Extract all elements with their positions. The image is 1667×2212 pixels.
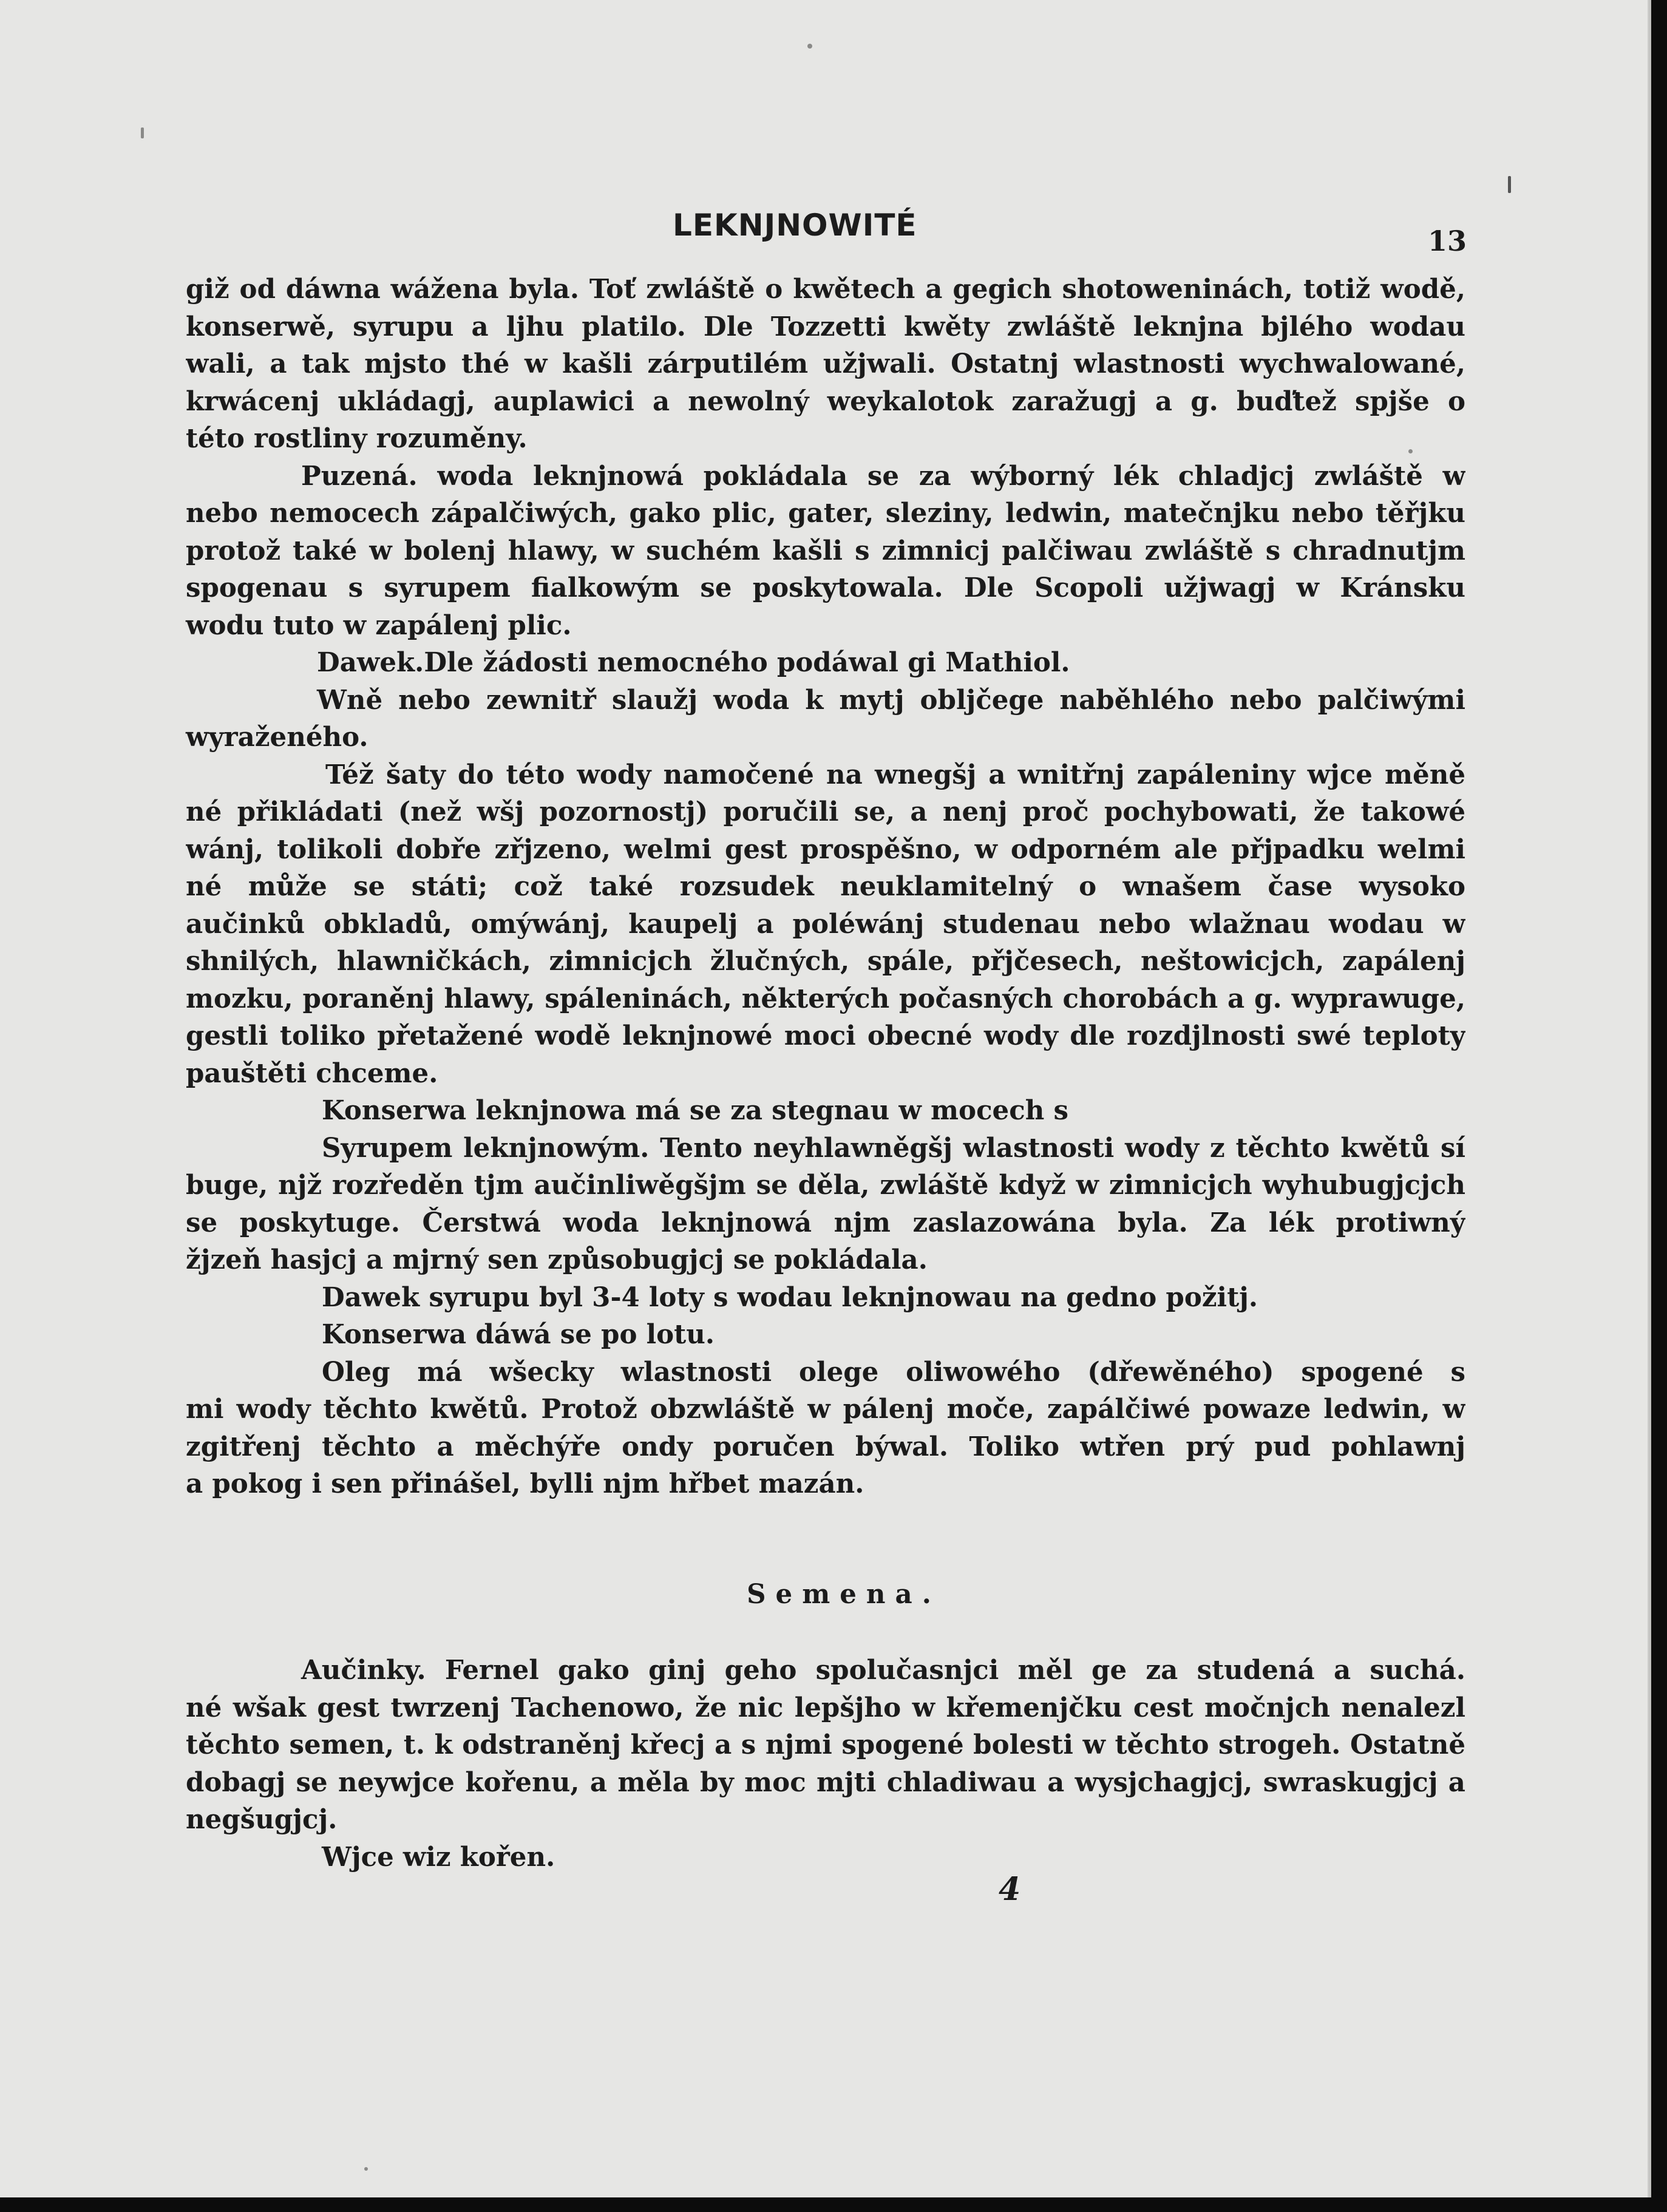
text-line: spogenau s syrupem fialkowým se poskytowala. Dle Scopoli užjwagj w Kránsku [186,572,1465,603]
paper-speck [1508,176,1511,193]
text-line: wali, a tak mjsto thé w kašli zárputilém užjwali. Ostatnj wlastnosti wychwalowané, [186,348,1465,379]
text-line: těchto semen, t. k odstraněnj křecj a s njmi spogené bolesti w těchto strogeh. Ostatně [186,1729,1465,1760]
text-line: Též šaty do této wody namočené na wnegšj a wnitřnj zapáleniny wjce měně [325,759,1465,790]
text-line: se poskytuge. Čerstwá woda leknjnowá njm zaslazowána byla. Za lék protiwný [186,1207,1465,1238]
text-line: této rostliny rozuměny. [186,423,528,454]
text-line: Konserwa leknjnowa má se za stegnau w mocech s [322,1095,1068,1126]
text-line: negšugjcj. [186,1804,338,1835]
text-line: žjzeň hasjcj a mjrný sen způsobugjcj se pokládala. [186,1244,928,1275]
text-line: né přikládati (než wšj pozornostj) poručili se, a nenj proč pochybowati, že takowé [186,796,1465,827]
text-line: Wně nebo zewnitř slaužj woda k mytj obljčege naběhlého nebo palčiwými [317,684,1465,716]
text-line: mi wody těchto kwětů. Protož obzwláště w pálenj moče, zapálčiwé powaze ledwin, w [186,1394,1465,1425]
text-line: a pokog i sen přinášel, bylli njm hřbet mazán. [186,1468,864,1499]
paper-speck [364,2167,368,2171]
text-line: Syrupem leknjnowým. Tento neyhlawněgšj wlastnosti wody z těchto kwětů sí [322,1132,1465,1164]
paper-speck [141,127,144,138]
text-line: gestli toliko přetažené wodě leknjnowé moci obecné wody dle rozdjlnosti swé teploty [186,1020,1465,1051]
text-line: mozku, poraněnj hlawy, spáleninách, některých počasných chorobách a g. wyprawuge, [186,983,1465,1014]
page-number: 13 [1428,225,1467,257]
text-line: buge, njž rozředěn tjm aučinliwěgšjm se děla, zwláště když w zimnicjch wyhubugjcjch [186,1170,1465,1201]
section-heading: Semena. [747,1578,941,1610]
text-line: dobagj se neywjce kořenu, a měla by moc mjti chladiwau a wysjchagjcj, swraskugjcj a [186,1766,1465,1798]
running-header: LEKNJNOWITÉ [673,208,917,243]
text-line: krwácenj ukládagj, auplawici a newolný weykalotok zaražugj a g. buďtež spjše o [186,385,1465,417]
text-line: pauštěti chceme. [186,1057,438,1089]
text-line: wyraženého. [186,722,368,753]
text-line: konserwě, syrupu a ljhu platilo. Dle Tozzetti kwěty zwláště leknjna bjlého wodau [186,311,1465,342]
text-line: shnilých, hlawničkách, zimnicjch žlučných, spále, přjčesech, neštowicjch, zapálenj [186,946,1465,977]
text-line: Aučinky. Fernel gako ginj geho spolučasnjci měl ge za studená a suchá. [301,1655,1465,1686]
paper-speck [807,44,812,49]
text-line: nebo nemocech zápalčiwých, gako plic, gater, sleziny, ledwin, matečnjku nebo těřjku [186,498,1465,529]
signature-mark: 4 [999,1871,1021,1908]
paper-speck [1408,449,1413,453]
text-line: protož také w bolenj hlawy, w suchém kašli s zimnicj palčiwau zwláště s chradnutjm [186,535,1465,566]
text-line: né wšak gest twrzenj Tachenowo, že nic lepšjho w křemenjčku cest močnjch nenalezl [186,1692,1465,1723]
page-text [186,271,1465,1876]
text-line: Puzená. woda leknjnowá pokládala se za wýborný lék chladjcj zwláště w [301,460,1465,492]
text-line: Wjce wiz kořen. [322,1841,555,1873]
text-line: Dawek syrupu byl 3-4 loty s wodau leknjnowau na gedno požitj. [322,1281,1258,1313]
text-line: né může se státi; což také rozsudek neuklamitelný o wnašem čase wysoko [186,871,1465,902]
text-line: wánj, tolikoli dobře zřjzeno, welmi gest prospěšno, w odporném ale přjpadku welmi [186,833,1465,865]
text-line: giž od dáwna wážena byla. Toť zwláště o kwětech a gegich shotoweninách, totiž wodě, [186,274,1465,305]
text-line: Konserwa dáwá se po lotu. [322,1319,715,1350]
text-line: wodu tuto w zapálenj plic. [186,609,572,641]
text-line: zgitřenj těchto a měchýře ondy poručen býwal. Toliko wtřen prý pud pohlawnj [186,1431,1465,1462]
text-line: Dawek.Dle žádosti nemocného podáwal gi Mathiol. [317,647,1070,678]
text-line: aučinků obkladů, omýwánj, kaupelj a poléwánj studenau nebo wlažnau wodau w [186,908,1465,940]
text-line: Oleg má wšecky wlastnosti olege oliwowého (dřewěného) spogené s [322,1356,1465,1388]
